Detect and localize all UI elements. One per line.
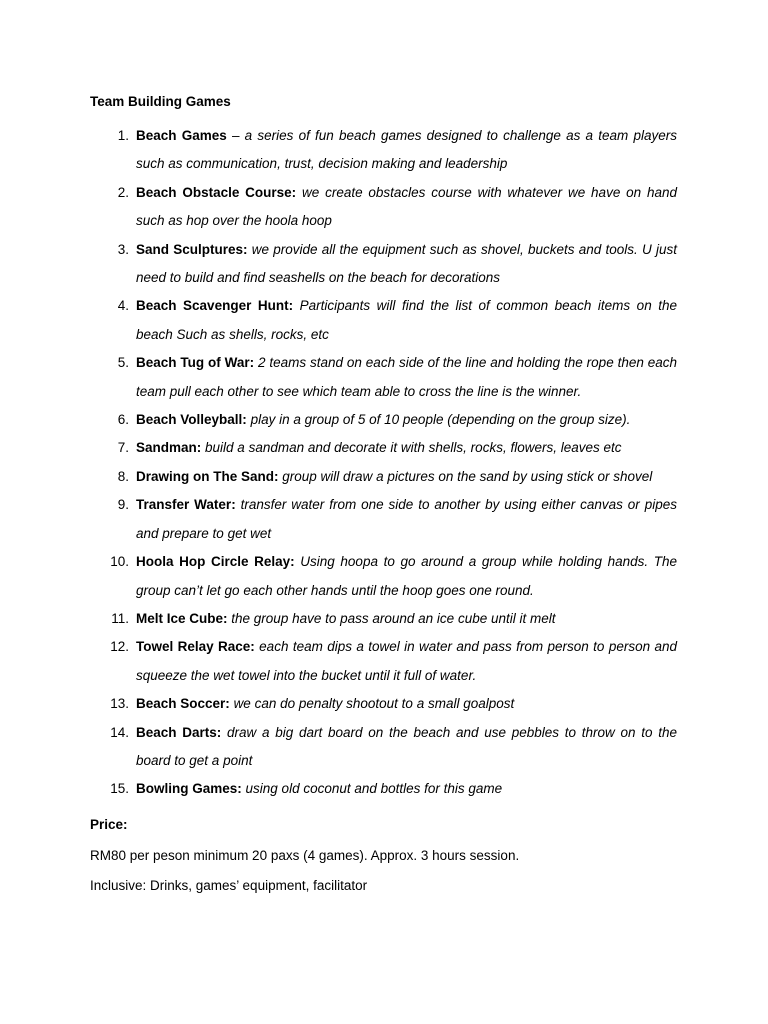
game-number: 9.	[117, 497, 129, 513]
game-number: 3.	[117, 241, 129, 257]
game-item	[0, 491, 768, 548]
game-description: we can do penalty shootout to a small goalpost	[233, 696, 515, 712]
game-name: Beach Soccer:	[136, 696, 230, 712]
game-description: transfer water from one side to another by using either canvas or pipes and prepare to get wet	[136, 497, 677, 541]
game-description: draw a big dart board on the beach and use pebbles to throw on to the board to get a point	[136, 724, 677, 768]
game-item	[0, 548, 768, 605]
game-name: Beach Volleyball:	[136, 412, 247, 428]
game-description: play in a group of 5 of 10 people (depending on the group size).	[250, 412, 631, 428]
game-name: Beach Scavenger Hunt:	[136, 298, 294, 314]
game-number: 5.	[117, 355, 129, 371]
game-item	[0, 719, 768, 776]
game-number: 12.	[110, 639, 129, 655]
game-name: Bowling Games:	[136, 781, 242, 797]
game-description: we create obstacles course with whatever we have on hand such as hop over the hoola hoop	[136, 184, 677, 229]
game-name: Hoola Hop Circle Relay:	[136, 554, 295, 570]
game-item	[0, 434, 768, 462]
game-description: each team dips a towel in water and pass from person to person and squeeze the wet towel into the bucket until it full of water.	[136, 639, 677, 683]
game-description: Participants will find the list of common beach items on the beach Such as shells, rocks, etc	[136, 298, 677, 342]
game-name: Sandman:	[136, 440, 202, 456]
game-description: 2 teams stand on each side of the line and holding the rope then each team pull each other to see which team able to cross the line is the winner.	[136, 355, 677, 399]
game-item	[0, 406, 768, 434]
game-description: build a sandman and decorate it with shells, rocks, flowers, leaves etc	[205, 440, 622, 456]
game-number: 7.	[117, 440, 129, 456]
games-list	[0, 122, 768, 804]
game-name: Beach Obstacle Course:	[136, 184, 297, 200]
game-description: Using hoopa to go around a group while holding hands. The group can’t let go each other hands until the hoop goes one round.	[136, 554, 677, 598]
game-number: 1.	[117, 128, 129, 143]
game-name: Beach Darts:	[136, 724, 222, 740]
game-item	[0, 236, 768, 293]
game-item	[0, 633, 768, 690]
game-number: 14.	[110, 724, 129, 740]
game-item	[0, 349, 768, 406]
game-number: 8.	[117, 468, 129, 484]
inclusive-details: Inclusive: Drinks, games’ equipment, facilitator	[90, 878, 368, 893]
game-item	[0, 463, 768, 491]
game-item	[0, 775, 768, 803]
price-label: Price:	[90, 817, 128, 832]
game-item	[0, 122, 768, 179]
game-name: Beach Tug of War:	[136, 355, 255, 371]
game-item	[0, 292, 768, 349]
game-number: 4.	[117, 298, 129, 314]
game-name: Sand Sculptures:	[136, 241, 248, 257]
document-title: Team Building Games	[90, 94, 231, 109]
game-description: the group have to pass around an ice cube until it melt	[231, 610, 556, 626]
game-name: Towel Relay Race:	[136, 639, 255, 655]
game-name: Beach Games	[136, 128, 227, 143]
game-description: group will draw a pictures on the sand by using stick or shovel	[282, 468, 653, 484]
game-item	[0, 179, 768, 236]
game-number: 10.	[110, 554, 129, 570]
game-name: Melt Ice Cube:	[136, 610, 228, 626]
game-number: 13.	[110, 696, 129, 712]
game-description: using old coconut and bottles for this game	[245, 781, 503, 797]
game-description: we provide all the equipment such as shovel, buckets and tools. U just need to build and find seashells on the beach for decorations	[136, 241, 677, 286]
game-description: a series of fun beach games designed to challenge as a team players such as communication, trust, decision making and leadership	[136, 128, 677, 172]
game-item	[0, 690, 768, 718]
game-separator: –	[226, 128, 245, 143]
game-number: 15.	[110, 781, 129, 797]
price-details: RM80 per peson minimum 20 paxs (4 games). Approx. 3 hours session.	[90, 848, 520, 863]
game-item	[0, 605, 768, 633]
game-number: 2.	[117, 184, 129, 200]
game-number: 6.	[117, 412, 129, 428]
game-number: 11.	[111, 610, 129, 626]
game-name: Transfer Water:	[136, 497, 236, 513]
game-name: Drawing on The Sand:	[136, 468, 279, 484]
